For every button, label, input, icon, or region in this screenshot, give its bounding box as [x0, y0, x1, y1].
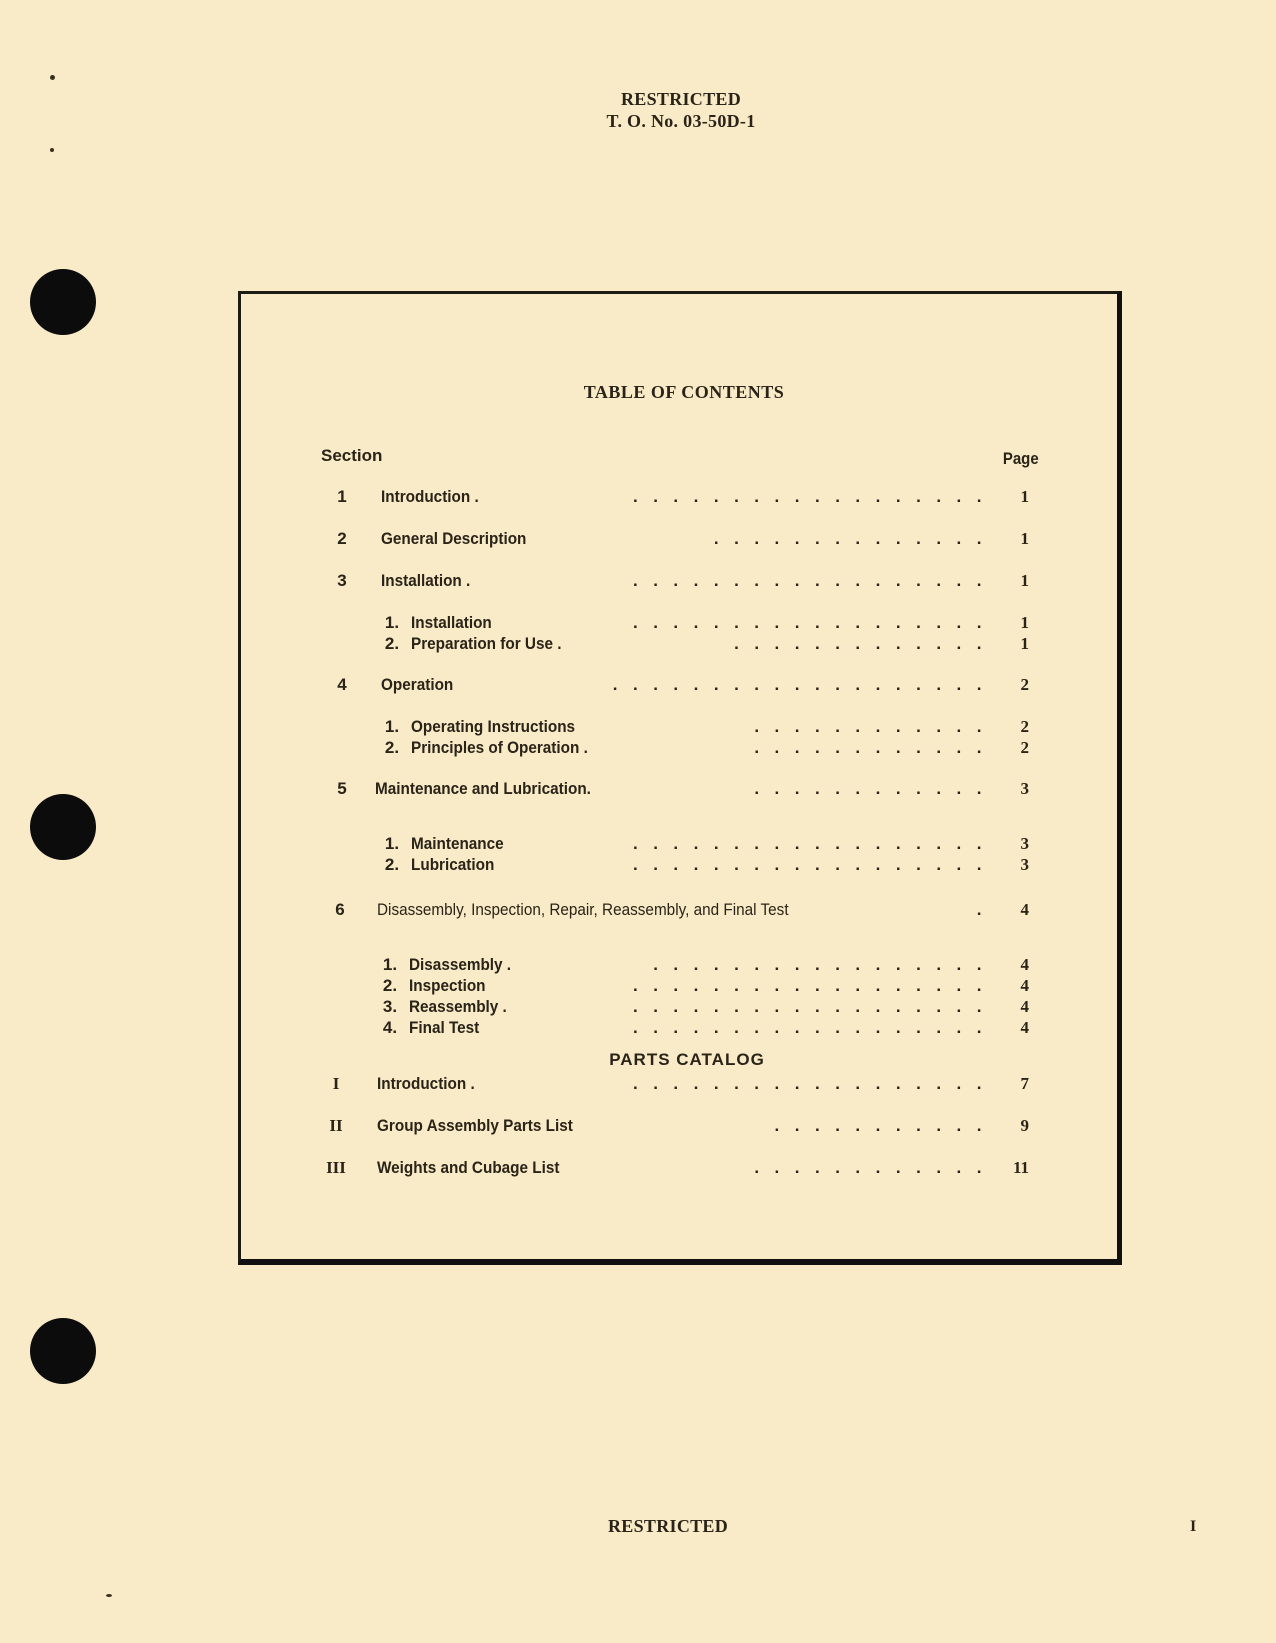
toc-subentry[interactable] — [241, 634, 1117, 656]
parts-entry[interactable] — [241, 1158, 1117, 1180]
entry-page: 4 — [1020, 1018, 1029, 1037]
entry-number: 1. — [382, 955, 398, 974]
entry-page: 1 — [1020, 634, 1029, 653]
entry-page: 1 — [1020, 487, 1029, 506]
entry-number: 1 — [337, 487, 347, 506]
entry-label: Installation — [411, 613, 492, 632]
entry-number: 1. — [384, 717, 400, 736]
entry-number: 3. — [382, 997, 398, 1016]
entry-page: 3 — [1020, 779, 1029, 798]
entry-page: 4 — [1020, 976, 1029, 995]
entry-label: Introduction . — [377, 1074, 475, 1093]
entry-label: Disassembly, Inspection, Repair, Reassembly, and Final Test — [377, 900, 789, 919]
toc-subentry[interactable] — [241, 613, 1117, 635]
dot-leader: .................. — [632, 487, 997, 506]
entry-page: 9 — [1020, 1116, 1029, 1135]
dot-leader: ............ — [754, 717, 997, 736]
toc-subentry[interactable] — [241, 855, 1117, 877]
footer-classification: RESTRICTED — [608, 1516, 729, 1536]
toc-entry[interactable] — [241, 487, 1117, 509]
entry-page: 1 — [1020, 571, 1029, 590]
entry-number: 4. — [382, 1018, 398, 1037]
entry-label: General Description — [381, 529, 527, 548]
entry-number: 1. — [384, 834, 400, 853]
entry-number: 2 — [337, 529, 347, 548]
entry-number: 5 — [337, 779, 347, 798]
toc-entry[interactable] — [241, 675, 1117, 697]
entry-page: 3 — [1020, 834, 1029, 853]
entry-number: 4 — [337, 675, 347, 694]
toc-entry[interactable] — [241, 529, 1117, 551]
entry-page: 1 — [1020, 613, 1029, 632]
paper-speck — [50, 148, 54, 152]
toc-subentry[interactable] — [241, 976, 1117, 998]
toc-subentry[interactable] — [241, 1018, 1117, 1040]
parts-entry[interactable] — [241, 1074, 1117, 1096]
dot-leader: . — [976, 900, 997, 919]
dot-leader: ........... — [774, 1116, 997, 1135]
dot-leader: .................. — [632, 1074, 997, 1093]
entry-number: 6 — [335, 900, 345, 919]
parts-entry[interactable] — [241, 1116, 1117, 1138]
dot-leader: .................. — [632, 997, 997, 1016]
dot-leader: ............ — [754, 779, 997, 798]
entry-label: Inspection — [409, 976, 486, 995]
entry-label: Operation — [381, 675, 454, 694]
entry-page: 2 — [1020, 675, 1029, 694]
entry-label: Reassembly . — [409, 997, 507, 1016]
toc-title: TABLE OF CONTENTS — [583, 382, 785, 402]
entry-page: 2 — [1020, 717, 1029, 736]
entry-label: Preparation for Use . — [411, 634, 562, 653]
entry-label: Operating Instructions — [411, 717, 576, 736]
entry-label: Maintenance and Lubrication. — [375, 779, 591, 798]
header-classification: RESTRICTED — [620, 89, 742, 109]
entry-page: 3 — [1020, 855, 1029, 874]
toc-subentry[interactable] — [241, 738, 1117, 760]
entry-page: 1 — [1020, 529, 1029, 548]
entry-label: Introduction . — [381, 487, 479, 506]
entry-label: Final Test — [409, 1018, 480, 1037]
toc-entry[interactable] — [241, 779, 1117, 801]
dot-leader: .............. — [713, 529, 997, 548]
footer-page-number: I — [1190, 1518, 1197, 1535]
section-column-header: Section — [321, 446, 383, 465]
entry-label: Installation . — [381, 571, 471, 590]
parts-catalog-title: PARTS CATALOG — [609, 1050, 765, 1069]
dot-leader: ............ — [754, 738, 997, 757]
dot-leader: .................. — [632, 834, 997, 853]
page-column-header: Page — [1003, 449, 1039, 468]
dot-leader: ................... — [612, 675, 997, 694]
dot-leader: .................. — [632, 613, 997, 632]
paper-speck — [106, 1594, 112, 1597]
dot-leader: .................. — [632, 855, 997, 874]
entry-number: 2. — [384, 738, 400, 757]
entry-number: III — [326, 1158, 346, 1177]
dot-leader: ............. — [734, 634, 997, 653]
toc-subentry[interactable] — [241, 834, 1117, 856]
dot-leader: ............ — [754, 1158, 997, 1177]
entry-label: Maintenance — [411, 834, 504, 853]
entry-label: Weights and Cubage List — [377, 1158, 560, 1177]
entry-label: Group Assembly Parts List — [377, 1116, 573, 1135]
entry-label: Disassembly . — [409, 955, 512, 974]
toc-subentry[interactable] — [241, 997, 1117, 1019]
entry-page: 11 — [1012, 1158, 1029, 1177]
toc-frame — [238, 291, 1122, 1265]
paper-speck — [50, 75, 55, 80]
entry-page: 4 — [1020, 900, 1029, 919]
toc-entry[interactable] — [241, 900, 1117, 922]
entry-number: I — [332, 1074, 340, 1093]
page-header — [0, 88, 1276, 132]
entry-page: 4 — [1020, 997, 1029, 1016]
dot-leader: ................. — [653, 955, 997, 974]
binder-hole-middle — [30, 794, 96, 860]
toc-entry[interactable] — [241, 571, 1117, 593]
entry-label: Principles of Operation . — [411, 738, 588, 757]
entry-number: 1. — [384, 613, 400, 632]
binder-hole-bottom — [30, 1318, 96, 1384]
toc-subentry[interactable] — [241, 717, 1117, 739]
entry-number: 2. — [384, 855, 400, 874]
entry-number: 2. — [384, 634, 400, 653]
entry-page: 7 — [1020, 1074, 1029, 1093]
entry-number: II — [329, 1116, 343, 1135]
binder-hole-top — [30, 269, 96, 335]
entry-label: Lubrication — [411, 855, 495, 874]
dot-leader: .................. — [632, 571, 997, 590]
toc-subentry[interactable] — [241, 955, 1117, 977]
entry-page: 4 — [1020, 955, 1029, 974]
header-document-number: T. O. No. 03-50D-1 — [606, 111, 756, 131]
dot-leader: .................. — [632, 1018, 997, 1037]
entry-page: 2 — [1020, 738, 1029, 757]
entry-number: 3 — [337, 571, 347, 590]
dot-leader: .................. — [632, 976, 997, 995]
entry-number: 2. — [382, 976, 398, 995]
